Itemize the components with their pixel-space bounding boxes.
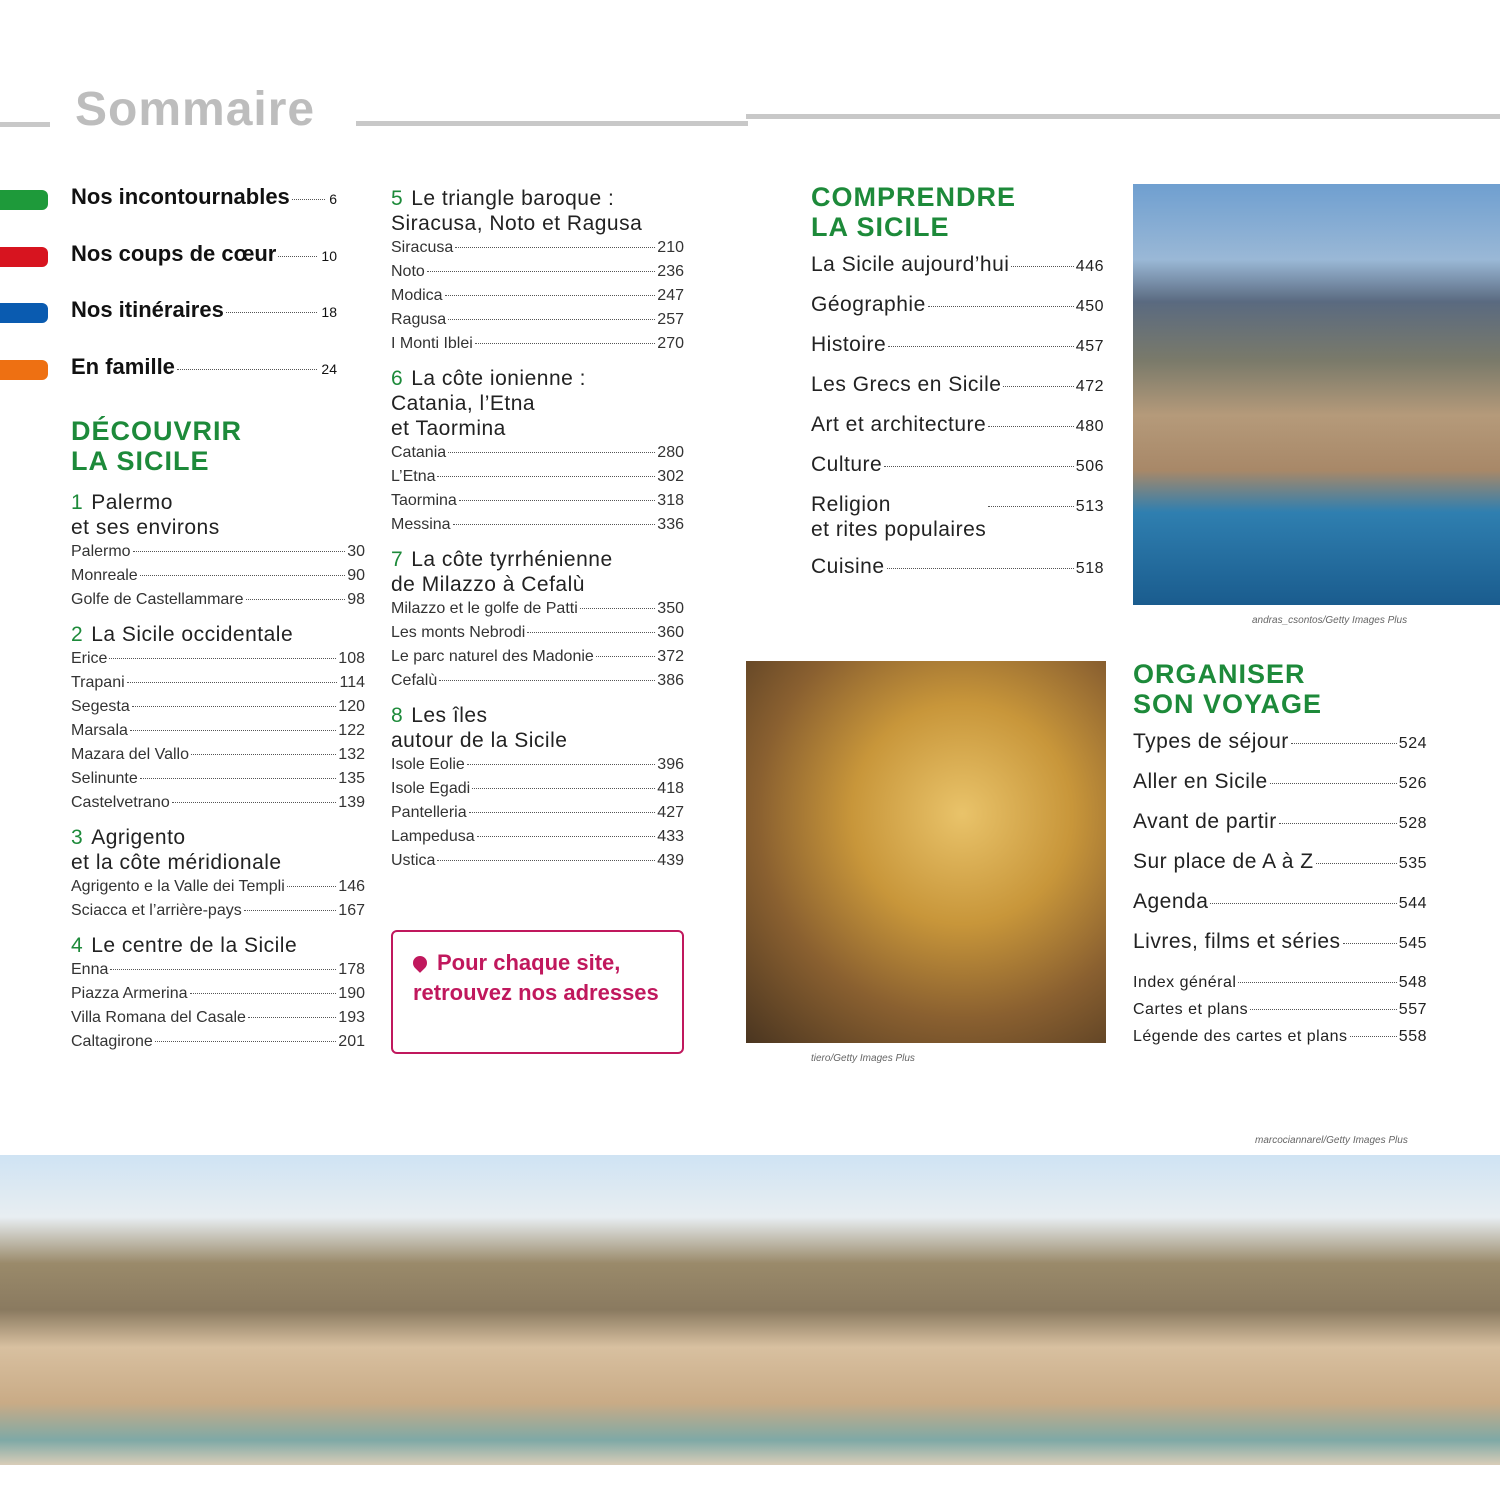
toc-entry[interactable] bbox=[811, 246, 1104, 286]
dot-leader bbox=[448, 319, 655, 320]
toc-entry-page: 139 bbox=[338, 794, 365, 811]
chapter-title bbox=[71, 622, 365, 647]
highlight-label: En famille bbox=[71, 353, 175, 379]
toc-entry-label: Milazzo et le golfe de Patti bbox=[391, 600, 578, 617]
toc-entry[interactable] bbox=[1133, 723, 1427, 763]
toc-entry-page: 178 bbox=[338, 961, 365, 978]
toc-entry-label: Sur place de A à Z bbox=[1133, 850, 1314, 873]
index-entry-label: Index général bbox=[1133, 974, 1237, 991]
chapter-number: 5 bbox=[391, 187, 404, 210]
section-heading-line: ORGANISER bbox=[1133, 659, 1306, 689]
dot-leader bbox=[133, 551, 346, 552]
highlight-color-bar bbox=[0, 247, 48, 267]
dot-leader bbox=[1279, 823, 1397, 824]
dot-leader bbox=[177, 369, 318, 370]
dot-leader bbox=[1003, 386, 1073, 387]
dot-leader bbox=[287, 886, 337, 887]
toc-entry-page: 526 bbox=[1398, 775, 1427, 792]
toc-entry-page: 446 bbox=[1075, 258, 1104, 275]
dot-leader bbox=[226, 312, 318, 313]
toc-entry[interactable] bbox=[71, 719, 365, 743]
toc-entry-page: 135 bbox=[338, 770, 365, 787]
chapter-number: 6 bbox=[391, 367, 404, 390]
toc-entry-page: 132 bbox=[338, 746, 365, 763]
comprendre-column bbox=[811, 182, 1104, 588]
toc-entry-page: 146 bbox=[338, 878, 365, 895]
highlight-color-bar bbox=[0, 190, 48, 210]
toc-entry[interactable] bbox=[811, 366, 1104, 406]
page-title: Sommaire bbox=[75, 83, 316, 136]
toc-entry[interactable] bbox=[391, 801, 684, 825]
toc-entry-label: Art et architecture bbox=[811, 413, 987, 436]
toc-entry-page: 524 bbox=[1398, 735, 1427, 752]
dot-leader bbox=[437, 860, 655, 861]
dot-leader bbox=[1350, 1036, 1397, 1037]
chapter-title-text: Le triangle baroque : bbox=[411, 187, 615, 210]
toc-entry-label: Avant de partir bbox=[1133, 810, 1277, 833]
toc-entry[interactable] bbox=[391, 669, 684, 693]
toc-entry[interactable] bbox=[811, 492, 1104, 542]
chapter-title-line: et Taormina bbox=[391, 417, 506, 440]
toc-entry-page: 247 bbox=[657, 287, 684, 304]
toc-entry-label: Le parc naturel des Madonie bbox=[391, 648, 594, 665]
chapter-title bbox=[391, 366, 684, 441]
toc-entry-page: 270 bbox=[657, 335, 684, 352]
cefalu-panorama-photo bbox=[0, 1155, 1500, 1465]
dot-leader bbox=[467, 764, 655, 765]
chapter-title bbox=[71, 933, 365, 958]
toc-entry-page: 439 bbox=[657, 852, 684, 869]
section-heading bbox=[71, 416, 365, 476]
toc-entry-page: 450 bbox=[1075, 298, 1104, 315]
dot-leader bbox=[140, 778, 337, 779]
toc-entry-label: Enna bbox=[71, 961, 109, 978]
dot-leader bbox=[130, 730, 336, 731]
toc-entry-label: Lampedusa bbox=[391, 828, 475, 845]
toc-entry-page: 386 bbox=[657, 672, 684, 689]
dot-leader bbox=[459, 500, 655, 501]
highlight-entry[interactable] bbox=[71, 354, 337, 380]
toc-entry-page: 190 bbox=[338, 985, 365, 1002]
highlight-label: Nos incontournables bbox=[71, 184, 290, 209]
chapter-title-text: La côte tyrrhénienne bbox=[411, 548, 613, 571]
addresses-callout bbox=[391, 930, 684, 1054]
toc-entry-page: 336 bbox=[657, 516, 684, 533]
decouvrir-column-2 bbox=[391, 178, 684, 873]
dot-leader bbox=[596, 656, 656, 657]
toc-entry-page: 167 bbox=[338, 902, 365, 919]
index-entry-label: Cartes et plans bbox=[1133, 1001, 1249, 1018]
dot-leader bbox=[172, 802, 337, 803]
toc-entry-page: 30 bbox=[347, 543, 365, 560]
toc-entry[interactable] bbox=[71, 899, 365, 923]
chapter-title-text: La Sicile occidentale bbox=[91, 623, 294, 646]
toc-entry-page: 257 bbox=[657, 311, 684, 328]
dot-leader bbox=[887, 568, 1074, 569]
chapter-title bbox=[391, 547, 684, 597]
section-heading bbox=[811, 182, 1104, 242]
toc-entry-label: Mazara del Vallo bbox=[71, 746, 189, 763]
toc-entry-label: Culture bbox=[811, 453, 883, 476]
chapter-title-line: autour de la Sicile bbox=[391, 729, 568, 752]
toc-entry[interactable] bbox=[391, 849, 684, 873]
chapter-title-line bbox=[391, 186, 684, 211]
toc-entry-page: 545 bbox=[1398, 935, 1427, 952]
toc-entry-page: 108 bbox=[338, 650, 365, 667]
toc-entry[interactable] bbox=[1133, 803, 1427, 843]
section-heading-line: LA SICILE bbox=[71, 446, 210, 476]
toc-entry[interactable] bbox=[71, 588, 365, 612]
dot-leader bbox=[439, 680, 655, 681]
section-heading bbox=[1133, 659, 1427, 719]
chapter-number: 2 bbox=[71, 623, 84, 646]
toc-entry-label: Les Grecs en Sicile bbox=[811, 373, 1002, 396]
dot-leader bbox=[928, 306, 1074, 307]
toc-entry-page: 480 bbox=[1075, 418, 1104, 435]
highlight-label: Nos itinéraires bbox=[71, 297, 224, 322]
toc-entry-label: Messina bbox=[391, 516, 451, 533]
toc-entry-label: Isole Eolie bbox=[391, 756, 465, 773]
dot-leader bbox=[132, 706, 337, 707]
chapter-title-text: Les îles bbox=[411, 704, 488, 727]
toc-entry-page: 472 bbox=[1075, 378, 1104, 395]
toc-entry-label: L’Etna bbox=[391, 468, 436, 485]
dot-leader bbox=[191, 754, 336, 755]
etna-photo-credit: andras_csontos/Getty Images Plus bbox=[1252, 615, 1408, 626]
mosaic-photo bbox=[746, 661, 1106, 1043]
toc-entry-label: Siracusa bbox=[391, 239, 454, 256]
toc-entry-page: 236 bbox=[657, 263, 684, 280]
toc-entry[interactable] bbox=[71, 958, 365, 982]
toc-entry-label: Noto bbox=[391, 263, 425, 280]
dot-leader bbox=[110, 969, 336, 970]
index-entry-page: 557 bbox=[1398, 1001, 1427, 1018]
toc-entry-page: 114 bbox=[339, 674, 365, 691]
toc-entry-page: 518 bbox=[1075, 560, 1104, 577]
toc-entry[interactable] bbox=[811, 446, 1104, 486]
highlight-label: Nos coups de cœur bbox=[71, 240, 277, 266]
chapter-title-line bbox=[391, 366, 684, 391]
toc-entry[interactable] bbox=[391, 236, 684, 260]
toc-entry-label: Palermo bbox=[71, 543, 131, 560]
toc-entry-label: Cuisine bbox=[811, 555, 885, 578]
toc-entry-label: Segesta bbox=[71, 698, 130, 715]
toc-entry[interactable] bbox=[811, 548, 1104, 588]
toc-entry-page: 506 bbox=[1075, 458, 1104, 475]
highlight-page: 18 bbox=[321, 304, 337, 320]
toc-entry-page: 433 bbox=[657, 828, 684, 845]
comprendre-entries bbox=[811, 246, 1104, 588]
toc-entry[interactable] bbox=[1133, 843, 1427, 883]
toc-entry-page: 544 bbox=[1398, 895, 1427, 912]
chapter-title bbox=[391, 186, 684, 236]
highlight-page: 24 bbox=[321, 360, 337, 377]
toc-entry-page: 120 bbox=[338, 698, 365, 715]
toc-entry-label: Types de séjour bbox=[1133, 730, 1289, 753]
toc-entry[interactable] bbox=[71, 875, 365, 899]
toc-entry[interactable] bbox=[71, 540, 365, 564]
index-entry-page: 558 bbox=[1398, 1028, 1427, 1045]
toc-entry[interactable] bbox=[1133, 883, 1427, 923]
chapter-number: 4 bbox=[71, 934, 84, 957]
chapter-title-line: de Milazzo à Cefalù bbox=[391, 573, 585, 596]
dot-leader bbox=[1291, 743, 1397, 744]
chapter-title-text: Agrigento bbox=[91, 826, 186, 849]
toc-entry-label: Taormina bbox=[391, 492, 457, 509]
dot-leader bbox=[127, 682, 338, 683]
toc-entry-page: 90 bbox=[347, 567, 365, 584]
highlight-entry[interactable] bbox=[71, 184, 337, 210]
section-heading-line: COMPRENDRE bbox=[811, 182, 1017, 212]
dot-leader bbox=[248, 1017, 336, 1018]
dot-leader bbox=[1011, 266, 1073, 267]
section-heading-line: DÉCOUVRIR bbox=[71, 416, 243, 446]
chapter-title-line: et la côte méridionale bbox=[71, 851, 282, 874]
dot-leader bbox=[580, 608, 656, 609]
dot-leader bbox=[292, 199, 325, 200]
toc-entry-page: 122 bbox=[338, 722, 365, 739]
dot-leader bbox=[155, 1041, 336, 1042]
toc-entry-label: Cefalù bbox=[391, 672, 438, 689]
section-heading-line: LA SICILE bbox=[811, 212, 950, 242]
dot-leader bbox=[469, 812, 656, 813]
dot-leader bbox=[1250, 1009, 1397, 1010]
toc-entry-page: 360 bbox=[657, 624, 684, 641]
dot-leader bbox=[437, 476, 655, 477]
dot-leader bbox=[988, 506, 1074, 507]
toc-entry-label: Géographie bbox=[811, 293, 926, 316]
organiser-column bbox=[1133, 659, 1427, 1050]
toc-entry-label: Caltagirone bbox=[71, 1033, 153, 1050]
dot-leader bbox=[109, 658, 336, 659]
index-entry-label: Légende des cartes et plans bbox=[1133, 1028, 1348, 1045]
chapter-title-line: Siracusa, Noto et Ragusa bbox=[391, 212, 643, 235]
toc-entry-label: Agenda bbox=[1133, 890, 1209, 913]
toc-entry-label: Golfe de Castellammare bbox=[71, 591, 244, 608]
chapter-title-line bbox=[391, 547, 684, 572]
toc-entry[interactable] bbox=[391, 441, 684, 465]
location-pin-icon bbox=[410, 953, 430, 973]
toc-entry-label: Aller en Sicile bbox=[1133, 770, 1268, 793]
dot-leader bbox=[455, 247, 655, 248]
dot-leader bbox=[527, 632, 655, 633]
dot-leader bbox=[477, 836, 656, 837]
toc-entry-label: Ragusa bbox=[391, 311, 447, 328]
toc-entry[interactable] bbox=[71, 695, 365, 719]
chapter-title bbox=[71, 825, 365, 875]
index-entry[interactable] bbox=[1133, 996, 1427, 1023]
title-rule-far bbox=[746, 114, 1500, 119]
toc-entry[interactable] bbox=[71, 743, 365, 767]
chapter-number: 8 bbox=[391, 704, 404, 727]
toc-entry[interactable] bbox=[391, 777, 684, 801]
highlight-entry[interactable] bbox=[71, 297, 337, 323]
toc-entry-label: Selinunte bbox=[71, 770, 138, 787]
toc-entry-page: 396 bbox=[657, 756, 684, 773]
highlight-page: 10 bbox=[321, 247, 337, 264]
chapter-title-line bbox=[71, 490, 365, 515]
toc-entry-label: La Sicile aujourd’hui bbox=[811, 253, 1010, 276]
toc-entry[interactable] bbox=[71, 564, 365, 588]
toc-entry[interactable] bbox=[71, 982, 365, 1006]
toc-entry[interactable] bbox=[391, 597, 684, 621]
highlight-page: 6 bbox=[329, 191, 337, 207]
toc-entry-label: Livres, films et séries bbox=[1133, 930, 1341, 953]
chapter-number: 1 bbox=[71, 491, 84, 514]
chapter-number: 3 bbox=[71, 826, 84, 849]
dot-leader bbox=[884, 466, 1074, 467]
dot-leader bbox=[190, 993, 337, 994]
toc-entry[interactable] bbox=[391, 332, 684, 356]
dot-leader bbox=[453, 524, 656, 525]
chapter-title-line bbox=[71, 933, 365, 958]
toc-entry[interactable] bbox=[1133, 923, 1427, 963]
toc-entry[interactable] bbox=[71, 671, 365, 695]
toc-entry-label: Religion et rites populaires bbox=[811, 493, 987, 541]
toc-entry[interactable] bbox=[71, 791, 365, 815]
toc-entry-label: Monreale bbox=[71, 567, 138, 584]
chapter-title-line bbox=[71, 622, 365, 647]
chapter-title-text: La côte ionienne : bbox=[411, 367, 586, 390]
toc-entry[interactable] bbox=[71, 647, 365, 671]
toc-entry-page: 528 bbox=[1398, 815, 1427, 832]
toc-entry-page: 98 bbox=[347, 591, 365, 608]
toc-entry[interactable] bbox=[391, 489, 684, 513]
toc-entry-label: Sciacca et l’arrière-pays bbox=[71, 902, 242, 919]
toc-entry-label: I Monti Iblei bbox=[391, 335, 473, 352]
chapter-title-text: Palermo bbox=[91, 491, 173, 514]
highlight-entry[interactable] bbox=[71, 241, 337, 267]
toc-entry-page: 350 bbox=[657, 600, 684, 617]
title-rule-right bbox=[356, 121, 748, 126]
dot-leader bbox=[445, 295, 656, 296]
chapter-title-line bbox=[391, 703, 684, 728]
chapter-title-line: Catania, l’Etna bbox=[391, 392, 536, 415]
toc-entry-page: 201 bbox=[338, 1033, 365, 1050]
toc-entry-label: Marsala bbox=[71, 722, 128, 739]
dot-leader bbox=[140, 575, 346, 576]
toc-entry-label: Les monts Nebrodi bbox=[391, 624, 526, 641]
dot-leader bbox=[888, 346, 1074, 347]
dot-leader bbox=[244, 910, 337, 911]
chapter-title-line: et ses environs bbox=[71, 516, 220, 539]
dot-leader bbox=[278, 256, 317, 257]
toc-entry[interactable] bbox=[391, 284, 684, 308]
toc-entry-label: Catania bbox=[391, 444, 447, 461]
chapter-title bbox=[71, 490, 365, 540]
toc-entry-page: 418 bbox=[657, 780, 684, 797]
decouvrir-column-1 bbox=[71, 416, 365, 1054]
mosaic-photo-credit: tiero/Getty Images Plus bbox=[811, 1053, 915, 1064]
toc-entry-label: Ustica bbox=[391, 852, 436, 869]
panorama-photo-credit: marcociannarel/Getty Images Plus bbox=[1255, 1135, 1408, 1146]
dot-leader bbox=[1210, 903, 1396, 904]
toc-entry-label: Histoire bbox=[811, 333, 887, 356]
toc-entry[interactable] bbox=[391, 753, 684, 777]
toc-entry-page: 210 bbox=[657, 239, 684, 256]
dot-leader bbox=[475, 343, 655, 344]
section-heading-line: SON VOYAGE bbox=[1133, 689, 1323, 719]
index-entries bbox=[1133, 969, 1427, 1050]
dot-leader bbox=[427, 271, 656, 272]
dot-leader bbox=[1270, 783, 1397, 784]
toc-entry-page: 302 bbox=[657, 468, 684, 485]
toc-entry-page: 513 bbox=[1075, 498, 1104, 515]
toc-entry-page: 427 bbox=[657, 804, 684, 821]
dot-leader bbox=[1238, 982, 1396, 983]
chapter-title bbox=[391, 703, 684, 753]
toc-entry[interactable] bbox=[391, 308, 684, 332]
title-rule-left bbox=[0, 122, 50, 127]
toc-entry[interactable] bbox=[391, 645, 684, 669]
toc-entry[interactable] bbox=[391, 465, 684, 489]
chapter-title-text: Le centre de la Sicile bbox=[91, 934, 298, 957]
toc-entry[interactable] bbox=[391, 825, 684, 849]
toc-entry[interactable] bbox=[71, 1030, 365, 1054]
chapter-title-line bbox=[71, 825, 365, 850]
highlight-color-bar bbox=[0, 303, 48, 323]
toc-entry[interactable] bbox=[1133, 763, 1427, 803]
toc-entry[interactable] bbox=[811, 406, 1104, 446]
toc-entry-label: Trapani bbox=[71, 674, 125, 691]
dot-leader bbox=[448, 452, 655, 453]
toc-entry-label: Castelvetrano bbox=[71, 794, 170, 811]
toc-entry[interactable] bbox=[391, 260, 684, 284]
toc-entry[interactable] bbox=[71, 1006, 365, 1030]
dot-leader bbox=[472, 788, 655, 789]
toc-entry[interactable] bbox=[391, 513, 684, 537]
toc-entry[interactable] bbox=[391, 621, 684, 645]
chapter-number: 7 bbox=[391, 548, 404, 571]
toc-entry-page: 193 bbox=[338, 1009, 365, 1026]
toc-entry-label: Agrigento e la Valle dei Templi bbox=[71, 878, 285, 895]
toc-entry-label: Isole Egadi bbox=[391, 780, 471, 797]
toc-entry-page: 280 bbox=[657, 444, 684, 461]
toc-entry-label: Villa Romana del Casale bbox=[71, 1009, 246, 1026]
toc-entry-page: 372 bbox=[657, 648, 684, 665]
toc-entry-page: 535 bbox=[1398, 855, 1427, 872]
dot-leader bbox=[246, 599, 346, 600]
toc-entry[interactable] bbox=[71, 767, 365, 791]
callout-text: Pour chaque site, retrouvez nos adresses bbox=[413, 950, 659, 1005]
toc-entry-label: Erice bbox=[71, 650, 108, 667]
toc-entry-page: 318 bbox=[657, 492, 684, 509]
dot-leader bbox=[1343, 943, 1397, 944]
toc-entry-label: Piazza Armerina bbox=[71, 985, 188, 1002]
toc-entry-page: 457 bbox=[1075, 338, 1104, 355]
dot-leader bbox=[1316, 863, 1397, 864]
toc-entry-label: Pantelleria bbox=[391, 804, 467, 821]
etna-photo bbox=[1133, 184, 1500, 605]
toc-entry[interactable] bbox=[811, 286, 1104, 326]
index-entry[interactable] bbox=[1133, 969, 1427, 996]
index-entry-page: 548 bbox=[1398, 974, 1427, 991]
organiser-entries bbox=[1133, 723, 1427, 963]
index-entry[interactable] bbox=[1133, 1023, 1427, 1050]
highlight-color-bar bbox=[0, 360, 48, 380]
toc-entry[interactable] bbox=[811, 326, 1104, 366]
dot-leader bbox=[988, 426, 1074, 427]
toc-entry-label: Modica bbox=[391, 287, 443, 304]
